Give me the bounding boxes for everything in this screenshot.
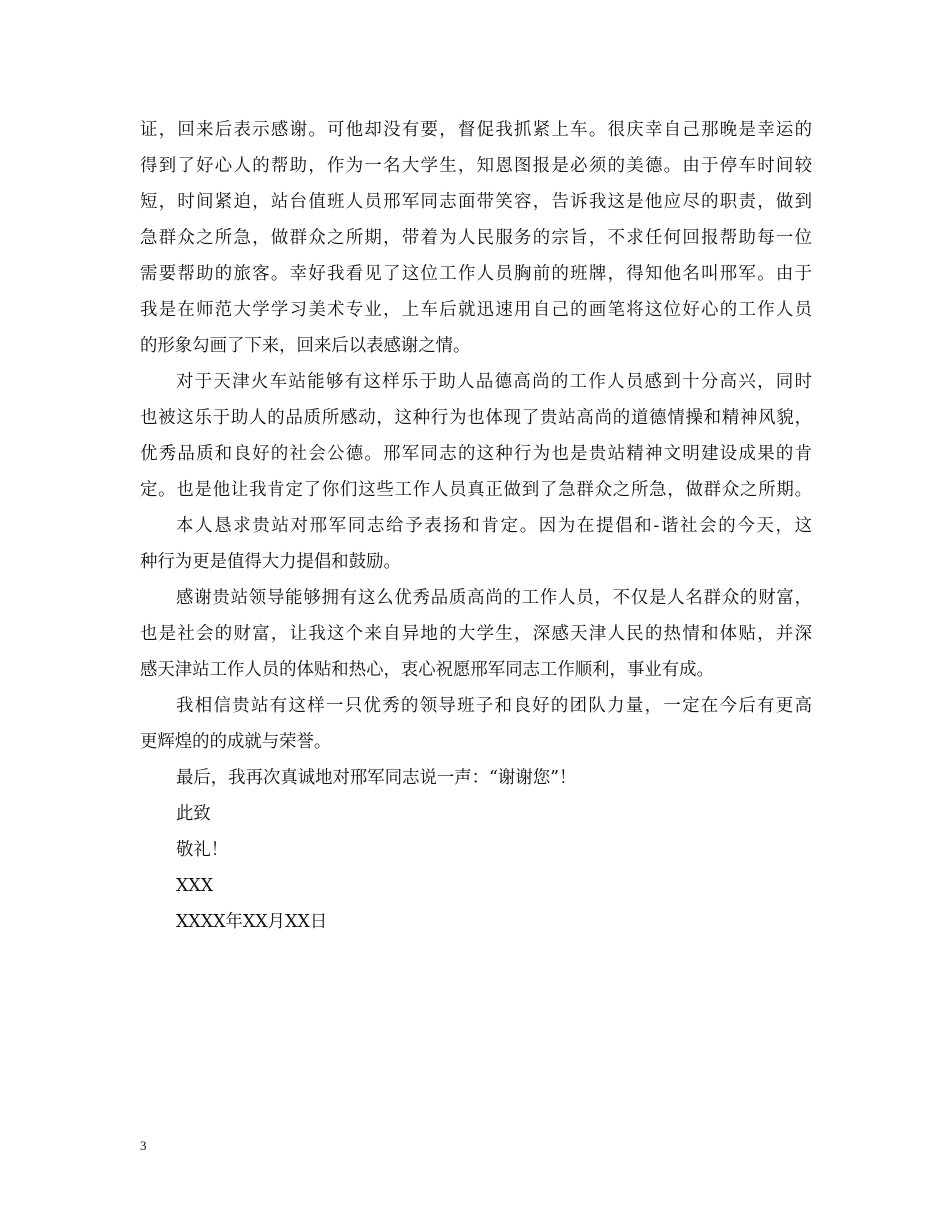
paragraph-line: 的形象勾画了下来，回来后以表感谢之情。 [140, 336, 471, 356]
paragraph-line: 证，回来后表示感谢。可他却没有要，督促我抓紧上车。很庆幸自己那晚是幸运的 [140, 120, 812, 140]
paragraph-line: 急群众之所急，做群众之所期，带着为人民服务的宗旨，不求任何回报帮助每一位 [140, 228, 812, 248]
letter-body [140, 112, 812, 940]
salutation-line: 此致 [176, 804, 211, 824]
paragraph-line: 也被这乐于助人的品质所感动，这种行为也体现了贵站高尚的道德情操和精神风貌， [140, 408, 812, 428]
paragraph-line: 本人恳求贵站对邢军同志给予表扬和肯定。因为在提倡和-谐社会的今天，这 [176, 516, 812, 536]
signature-date: XXXX年XX月XX日 [176, 912, 328, 932]
page-number: 3 [140, 1138, 147, 1153]
paragraph-line: 对于天津火车站能够有这样乐于助人品德高尚的工作人员感到十分高兴，同时 [176, 372, 812, 392]
paragraph-line: 优秀品质和良好的社会公德。邢军同志的这种行为也是贵站精神文明建设成果的肯 [140, 444, 812, 464]
closing-line: 最后，我再次真诚地对邢军同志说一声：“谢谢您”！ [176, 768, 577, 788]
signature-name: XXX [176, 876, 214, 896]
paragraph-line: 我相信贵站有这样一只优秀的领导班子和良好的团队力量，一定在今后有更高 [176, 696, 812, 716]
paragraph-line: 定。也是他让我肯定了你们这些工作人员真正做到了急群众之所急，做群众之所期。 [140, 480, 812, 500]
paragraph-line: 需要帮助的旅客。幸好我看见了这位工作人员胸前的班牌，得知他名叫邢军。由于 [140, 264, 812, 284]
paragraph-line: 感谢贵站领导能够拥有这么优秀品质高尚的工作人员，不仅是人名群众的财富， [176, 588, 812, 608]
paragraph-line: 得到了好心人的帮助，作为一名大学生，知恩图报是必须的美德。由于停车时间较 [140, 156, 812, 176]
paragraph-line: 也是社会的财富，让我这个来自异地的大学生，深感天津人民的热情和体贴，并深 [140, 624, 812, 644]
paragraph-line: 短，时间紧迫，站台值班人员邢军同志面带笑容，告诉我这是他应尽的职责，做到 [140, 192, 812, 212]
paragraph-line: 我是在师范大学学习美术专业，上车后就迅速用自己的画笔将这位好心的工作人员 [140, 300, 812, 320]
salutation-line: 敬礼！ [176, 840, 229, 860]
paragraph-line: 感天津站工作人员的体贴和热心，衷心祝愿邢军同志工作顺利，事业有成。 [140, 660, 714, 680]
paragraph-line: 更辉煌的的成就与荣誉。 [140, 732, 332, 752]
paragraph-line: 种行为更是值得大力提倡和鼓励。 [140, 552, 401, 572]
